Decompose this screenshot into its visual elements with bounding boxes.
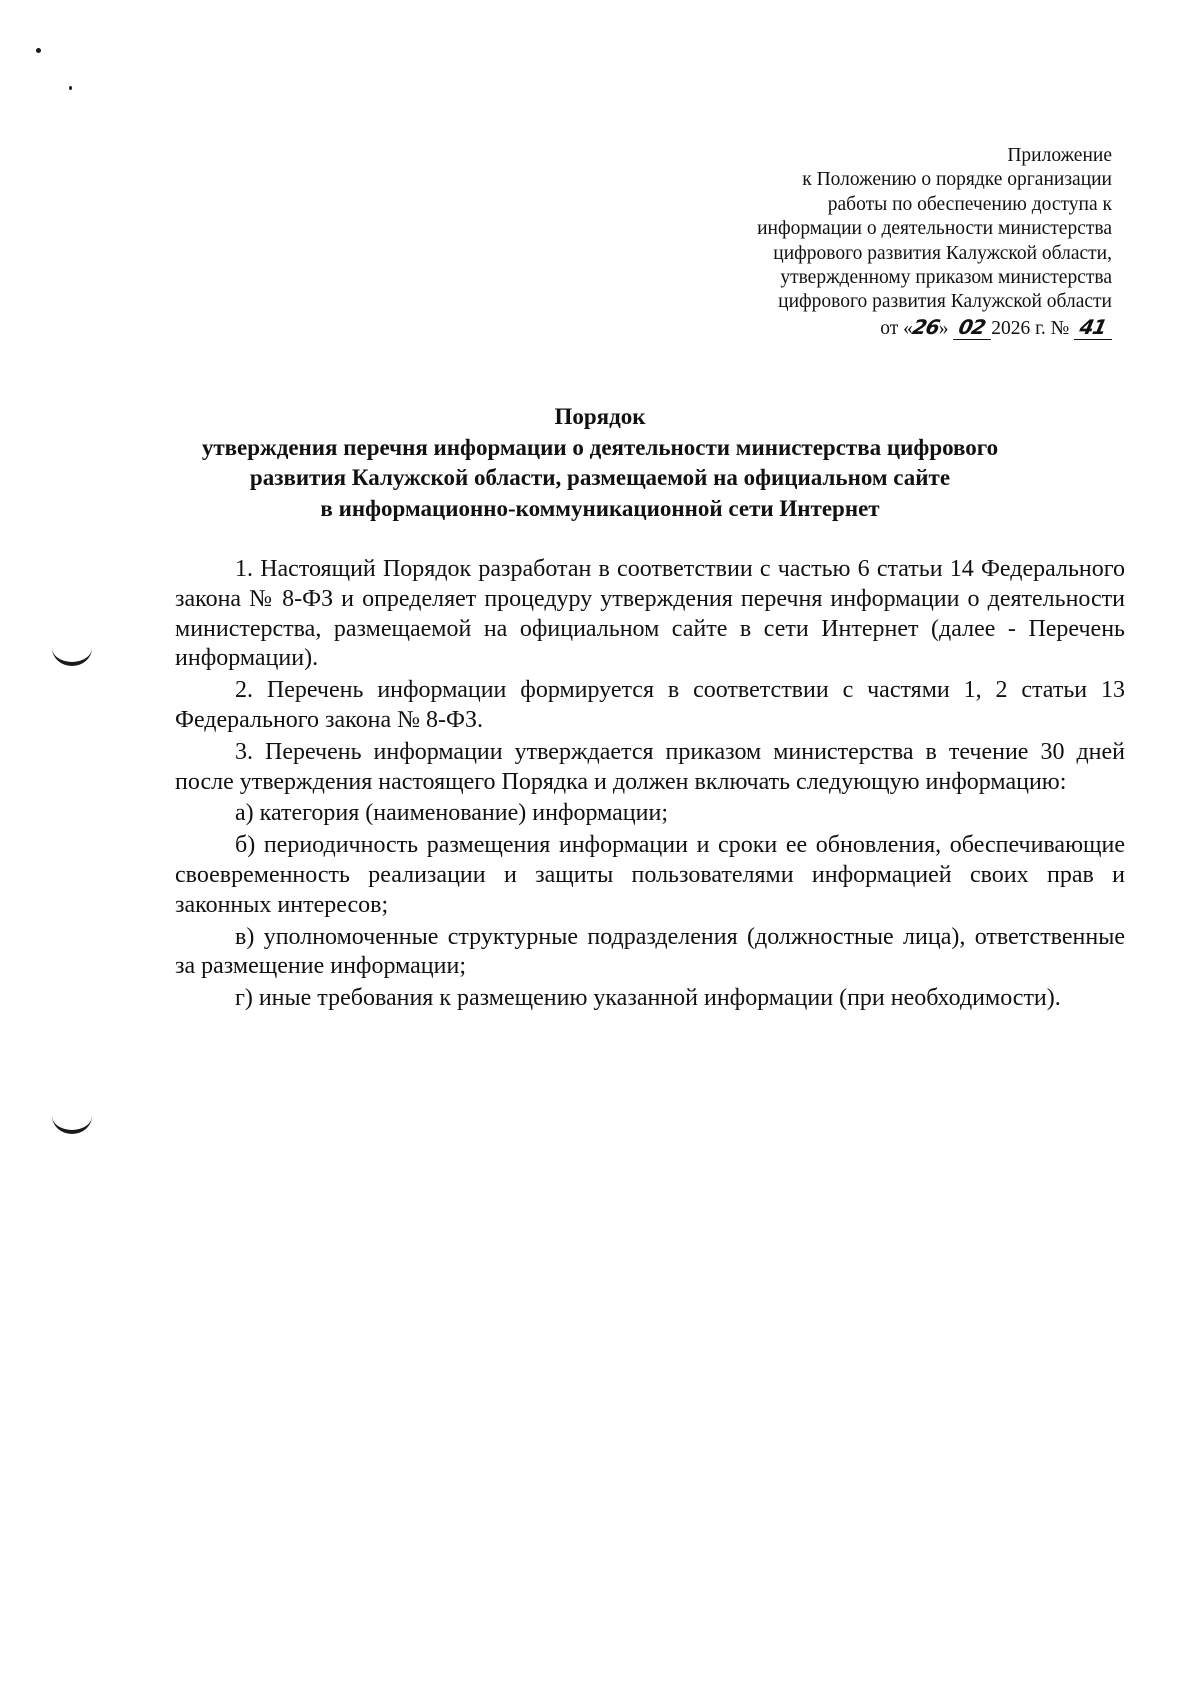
paragraph-2: 2. Перечень информации формируется в соответствии с частями 1, 2 статьи 13 Федерального закона № 8-ФЗ. xyxy=(175,677,1125,733)
appendix-line: работы по обеспечению доступа к xyxy=(827,193,1112,215)
handwritten-day: 26 xyxy=(910,314,942,339)
title-line: в информационно-коммуникационной сети Интернет xyxy=(320,495,880,521)
scan-speck xyxy=(69,86,72,90)
handwritten-month: 02 xyxy=(956,314,988,339)
title-line: Порядок xyxy=(554,404,646,429)
title-line: утверждения перечня информации о деятельности министерства цифрового xyxy=(201,434,999,460)
order-date-line xyxy=(592,315,1112,341)
document-title xyxy=(150,402,1050,524)
binding-hole-mark xyxy=(52,1116,92,1134)
paragraph-3: 3. Перечень информации утверждается приказом министерства в течение 30 дней после утверждения настоящего Порядка и должен включать следующую информацию: xyxy=(175,738,1125,795)
list-item-b: б) периодичность размещения информации и сроки ее обновления, обеспечивающие своевременность реализации и защиты пользователями информацией своих прав и законных интересов; xyxy=(175,832,1125,918)
binding-hole-mark xyxy=(52,648,92,666)
date-quote-close: » xyxy=(938,317,949,339)
title-line: развития Калужской области, размещаемой на официальном сайте xyxy=(249,465,951,490)
appendix-line: утвержденному приказом министерства xyxy=(780,267,1112,289)
appendix-line: цифрового развития Калужской области, xyxy=(773,242,1112,264)
appendix-approval-block xyxy=(592,144,1112,341)
appendix-line: информации о деятельности министерства xyxy=(757,218,1112,240)
list-item-v: в) уполномоченные структурные подразделения (должностные лица), ответственные за размещение информации; xyxy=(175,923,1125,980)
appendix-line: цифрового развития Калужской области xyxy=(778,291,1112,313)
month-underline xyxy=(953,314,991,340)
appendix-line: Приложение xyxy=(1007,145,1112,166)
scan-speck xyxy=(36,48,41,53)
handwritten-order-number: 41 xyxy=(1077,314,1109,339)
paragraph-1: 1. Настоящий Порядок разработан в соответствии с частью 6 статьи 14 Федерального закона № 8-ФЗ и определяет процедуру утверждения перечня информации о деятельности министерства, размещаемой на официальном сайте в сети Интернет (далее - Перечень информации). xyxy=(175,556,1125,672)
order-number-underline xyxy=(1074,314,1112,340)
date-prefix: от « xyxy=(880,317,913,339)
list-item-g: г) иные требования к размещению указанной информации (при необходимости). xyxy=(235,985,1061,1012)
document-body xyxy=(175,555,1125,1016)
list-item-a: а) категория (наименование) информации; xyxy=(235,800,669,827)
date-year-label: 2026 г. № xyxy=(991,317,1070,339)
appendix-line: к Положению о порядке организации xyxy=(802,169,1112,191)
